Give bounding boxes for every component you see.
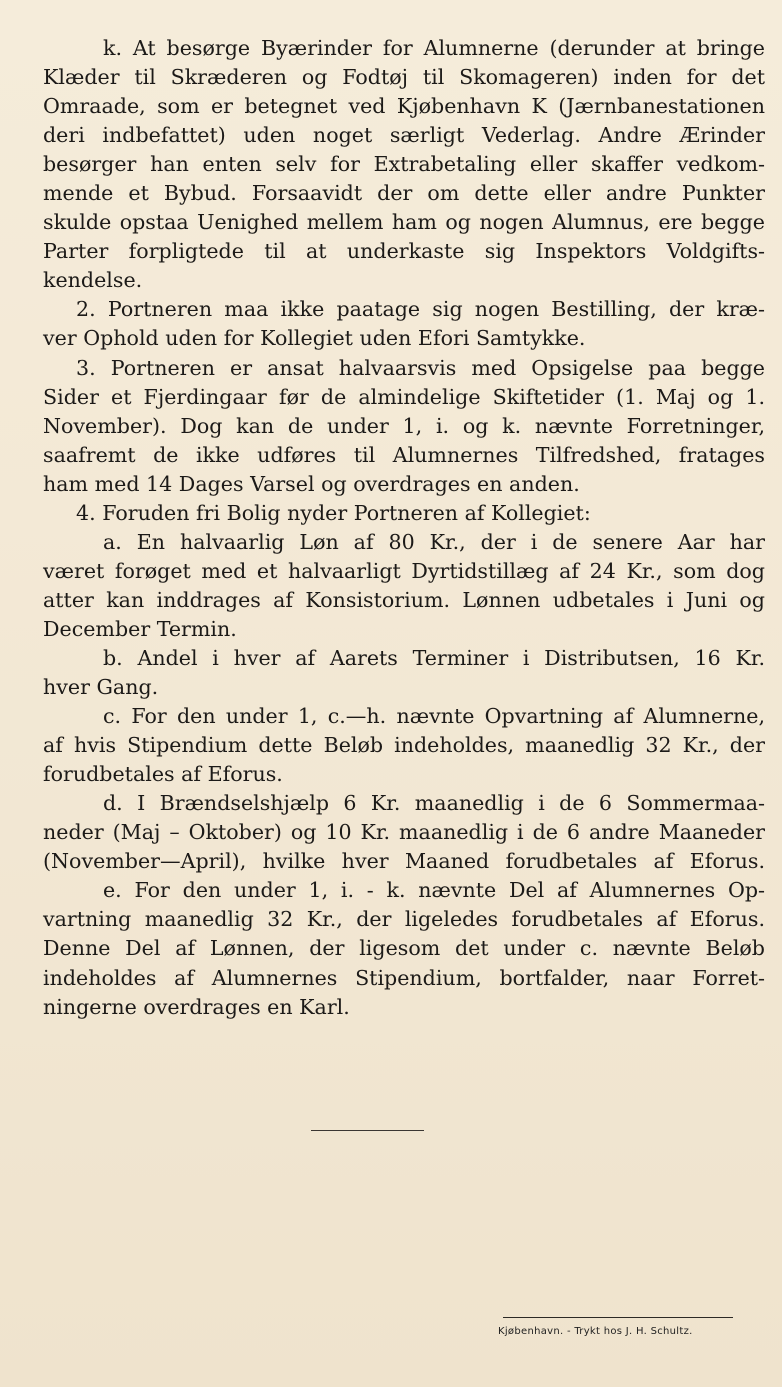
text-line: Denne Del af Lønnen, der ligesom det under c. nævnte Beløb <box>43 936 765 961</box>
text-line: a. En halvaarlig Løn af 80 Kr., der i de senere Aar har <box>103 529 765 554</box>
printer-imprint: Kjøbenhavn. - Trykt hos J. H. Schultz. <box>498 1326 693 1337</box>
text-line: ham med 14 Dages Varsel og overdrages en anden. <box>43 471 580 496</box>
text-line: November). Dog kan de under 1, i. og k. nævnte Forretninger, <box>43 413 765 438</box>
text-line: ningerne overdrages en Karl. <box>43 994 350 1019</box>
text-line: skulde opstaa Uenighed mellem ham og nogen Alumnus, ere begge <box>43 210 765 235</box>
text-line: forudbetales af Eforus. <box>43 762 283 787</box>
text-line: Sider et Fjerdingaar før de almindelige Skiftetider (1. Maj og 1. <box>43 384 765 409</box>
text-line: 3. Portneren er ansat halvaarsvis med Opsigelse paa begge <box>76 355 765 380</box>
text-line: Omraade, som er betegnet ved Kjøbenhavn K (Jærnbanestationen <box>43 94 765 119</box>
text-line: mende et Bybud. Forsaavidt der om dette eller andre Punkter <box>43 181 765 206</box>
text-line: været forøget med et halvaarligt Dyrtidstillæg af 24 Kr., som dog <box>43 558 765 583</box>
text-line: ver Ophold uden for Kollegiet uden Efori Samtykke. <box>43 326 586 351</box>
text-line: vartning maanedlig 32 Kr., der ligeledes forudbetales af Eforus. <box>43 907 765 932</box>
text-line: hver Gang. <box>43 675 159 700</box>
text-line: Parter forpligtede til at underkaste sig Inspektors Voldgifts- <box>43 239 765 264</box>
text-line: c. For den under 1, c.—h. nævnte Opvartning af Alumnerne, <box>103 704 765 729</box>
text-line: besørger han enten selv for Extrabetaling eller skaffer vedkom- <box>43 152 765 177</box>
text-line: 2. Portneren maa ikke paatage sig nogen Bestilling, der kræ- <box>76 297 765 322</box>
text-line: atter kan inddrages af Konsistorium. Lønnen udbetales i Juni og <box>43 587 765 612</box>
text-line: k. At besørge Byærinder for Alumnerne (derunder at bringe <box>103 36 765 60</box>
text-line: (November—April), hvilke hver Maaned forudbetales af Eforus. <box>43 849 765 874</box>
text-line: d. I Brændselshjælp 6 Kr. maanedlig i de 6 Sommermaa- <box>103 791 765 816</box>
text-line: December Termin. <box>43 616 237 641</box>
text-line: indeholdes af Alumnernes Stipendium, bortfalder, naar Forret- <box>43 965 765 990</box>
section-divider <box>311 1130 424 1131</box>
text-line: e. For den under 1, i. - k. nævnte Del af Alumnernes Op- <box>103 878 765 903</box>
text-line: af hvis Stipendium dette Beløb indeholdes, maanedlig 32 Kr., der <box>43 733 765 758</box>
body-text <box>43 34 765 1022</box>
text-line: 4. Foruden fri Bolig nyder Portneren af Kollegiet: <box>76 500 591 525</box>
text-line: Klæder til Skræderen og Fodtøj til Skomageren) inden for det <box>43 65 765 90</box>
text-line: b. Andel i hver af Aarets Terminer i Distributsen, 16 Kr. <box>103 645 765 670</box>
imprint-rule <box>503 1317 733 1318</box>
text-line: neder (Maj – Oktober) og 10 Kr. maanedlig i de 6 andre Maaneder <box>43 820 765 845</box>
text-line: saafremt de ikke udføres til Alumnernes Tilfredshed, fratages <box>43 442 765 467</box>
text-line: deri indbefattet) uden noget særligt Vederlag. Andre Ærinder <box>43 123 765 148</box>
text-line: kendelse. <box>43 268 143 293</box>
